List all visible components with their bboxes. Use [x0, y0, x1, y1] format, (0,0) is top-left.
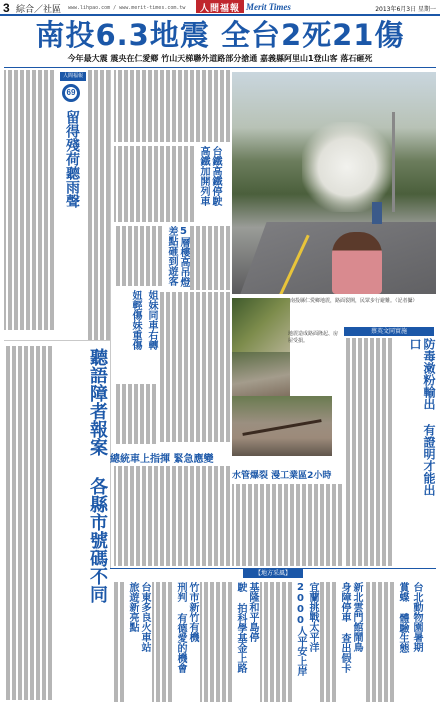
foreground-person — [332, 232, 382, 294]
bottom-headline-2: 賞蝶 體驗生態 — [397, 582, 408, 653]
bottom-headline-9: 竹市新竹有機 — [187, 582, 198, 642]
mid-body-text-2 — [114, 146, 194, 222]
story-headline-chandelier: 5層樓高吊燈 — [178, 226, 189, 287]
photo-rescue — [232, 298, 290, 352]
bottom-body-4 — [200, 582, 232, 702]
bottom-headline-7: 基隆和平島停 — [247, 582, 258, 642]
photo-cracked-pavement — [232, 396, 332, 456]
right-box-tag: 蔡英文同實施 — [344, 327, 434, 336]
issue-date: 2013年6月3日 星期一 — [375, 6, 436, 13]
mid-body-text-7 — [114, 466, 230, 566]
president-banner: 總統車上指揮 緊急應變 — [110, 454, 214, 465]
essay-title: 留得殘荷聽雨聲 — [64, 110, 80, 208]
essay-tag: 人間福報 — [60, 72, 86, 81]
bottom-headline-10: 刑判 有德愛的機會 — [175, 582, 186, 673]
mid-body-text-4 — [190, 226, 230, 290]
bottom-headline-3: 新北雲門館鬧鳥 — [351, 582, 362, 652]
local-news-tag: 【地方采風】 — [243, 569, 303, 578]
right-box-headline: 防毒潄粉輸出 有證明才能出口 — [408, 338, 436, 496]
left-divider — [4, 340, 110, 341]
mid-body-text-3 — [114, 226, 162, 286]
bottom-body-2 — [320, 582, 336, 702]
story-headline-rail: 台鐵高鐵停駛 — [210, 146, 221, 206]
bottom-headline-11: 台東多良火車站 — [139, 582, 150, 652]
story-headline-sisters-2: 妞輕傷妹重傷 — [130, 290, 141, 350]
pipe-burst-headline: 水管爆裂 漫工業區2小時 — [232, 471, 332, 481]
page-number: 3 — [3, 1, 10, 15]
main-photo-landslide — [232, 72, 436, 294]
local-news-bar — [110, 568, 436, 578]
site-url: www.lihpao.com / www.merit-times.com.tw — [68, 5, 186, 11]
dust-cloud — [302, 122, 392, 212]
main-photo-caption: 南投縣仁愛鄉地震，路面裂開，民眾步行避難。（記者攝） — [290, 298, 418, 304]
street-lamp — [392, 112, 395, 212]
bottom-headline-8: 駛 拍科學基金上路 — [235, 582, 246, 673]
bottom-body-5 — [152, 582, 172, 702]
mid-body-text-1 — [114, 70, 230, 142]
sub-headline: 今年最大震 震央在仁愛鄉 竹山天梯聯外道路部分搶通 嘉義縣阿里山1登山客 落石砸死 — [67, 54, 373, 63]
headline-rule — [4, 67, 436, 68]
col-divider-1 — [110, 70, 111, 568]
photo-damaged-road — [232, 352, 290, 396]
mid-body-text-5 — [160, 292, 230, 442]
story-headline-sisters: 姐妹同車右轉 — [146, 290, 157, 350]
secondary-photo-caption: 地震造成路面隆起、房屋受損。 — [288, 331, 339, 344]
essay-ring-badge: 69 — [62, 84, 80, 102]
newspaper-logo: 人間福報 — [196, 0, 244, 13]
masthead — [0, 0, 440, 16]
essay-body-text-2 — [86, 70, 110, 340]
story-headline-chandelier-2: 差點砸到遊客 — [166, 226, 177, 286]
bottom-body-6 — [112, 582, 124, 702]
newspaper-logo-en: Merit Times — [246, 2, 291, 12]
bottom-headline-1: 台北動物園暑期 — [411, 582, 422, 652]
essay-body-text — [4, 70, 54, 330]
bottom-body-3 — [260, 582, 292, 702]
bottom-headline-5: 宜蘭挑戰太平洋 — [307, 582, 318, 652]
section-label: 綜合／社區 — [16, 5, 62, 15]
right-box-body — [344, 338, 392, 566]
story-headline-rail-2: 高鐵加開列車 — [198, 146, 209, 206]
main-headline: 南投6.3地震 全台2死21傷 — [35, 18, 405, 52]
bottom-headline-4: 身障停車 查出假卡 — [339, 582, 350, 673]
bottom-headline-6: 2000人平安上岸 — [295, 582, 306, 676]
pavement-crack — [242, 419, 321, 436]
left-feature-body — [4, 346, 52, 700]
pipe-body-text — [232, 484, 342, 566]
left-feature-headline: 聽語障者報案 各縣市號碼不同 — [87, 348, 108, 603]
mid-body-text-6 — [114, 384, 156, 444]
bottom-headline-12: 旅遊新亮點 — [127, 582, 138, 632]
distant-person — [372, 202, 382, 224]
bottom-body-1 — [364, 582, 394, 702]
